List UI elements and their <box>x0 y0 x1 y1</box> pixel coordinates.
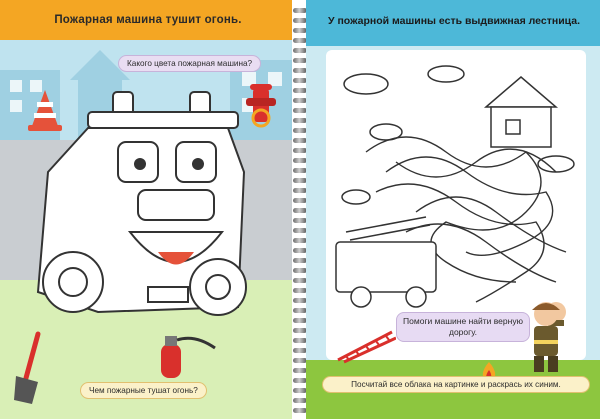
maze-hint-bubble: Помоги машине найти верную дорогу. <box>396 312 530 342</box>
spiral-coil <box>293 278 307 283</box>
bottom-task-bubble: Посчитай все облака на картинке и раскрась их синим. <box>322 376 590 393</box>
left-page-title: Пожарная машина тушит огонь. <box>54 14 242 26</box>
spiral-coil <box>293 78 307 83</box>
right-page <box>306 0 600 419</box>
spiral-coil <box>293 388 307 393</box>
spiral-coil <box>293 68 307 73</box>
spiral-coil <box>293 198 307 203</box>
left-page <box>0 0 296 419</box>
right-page-title: У пожарной машины есть выдвижная лестница. <box>328 15 580 27</box>
ladder-icon <box>336 328 396 364</box>
shovel-icon <box>8 330 52 410</box>
spiral-coil <box>293 318 307 323</box>
spiral-coil <box>293 268 307 273</box>
spiral-coil <box>293 38 307 43</box>
fire-extinguisher-icon <box>155 330 225 382</box>
spiral-coil <box>293 138 307 143</box>
spiral-coil <box>293 288 307 293</box>
spiral-coil <box>293 148 307 153</box>
spiral-coil <box>293 368 307 373</box>
spiral-coil <box>293 408 307 413</box>
spiral-coil <box>293 238 307 243</box>
spiral-coil <box>293 88 307 93</box>
fire-truck-coloring-outline <box>18 82 258 342</box>
spiral-coil <box>293 128 307 133</box>
question-bubble-extinguish: Чем пожарные тушат огонь? <box>80 382 207 399</box>
spiral-coil <box>293 208 307 213</box>
spiral-coil <box>293 118 307 123</box>
spiral-coil <box>293 298 307 303</box>
spiral-coil <box>293 218 307 223</box>
spiral-coil <box>293 108 307 113</box>
maze-illustration <box>326 52 586 327</box>
spiral-coil <box>293 58 307 63</box>
spiral-coil <box>293 18 307 23</box>
spiral-coil <box>293 308 307 313</box>
spiral-coil <box>293 358 307 363</box>
spiral-coil <box>293 98 307 103</box>
spiral-coil <box>293 48 307 53</box>
spiral-coil <box>293 328 307 333</box>
spiral-coil <box>293 168 307 173</box>
spiral-coil <box>293 228 307 233</box>
spiral-coil <box>293 8 307 13</box>
spiral-coil <box>293 398 307 403</box>
spiral-coil <box>293 28 307 33</box>
spiral-coil <box>293 248 307 253</box>
spiral-coil <box>293 178 307 183</box>
question-bubble-color: Какого цвета пожарная машина? <box>118 55 261 72</box>
spiral-coil <box>293 338 307 343</box>
spiral-coil <box>293 378 307 383</box>
spiral-coil <box>293 188 307 193</box>
spiral-coil <box>293 258 307 263</box>
spiral-coil <box>293 348 307 353</box>
spiral-coil <box>293 158 307 163</box>
